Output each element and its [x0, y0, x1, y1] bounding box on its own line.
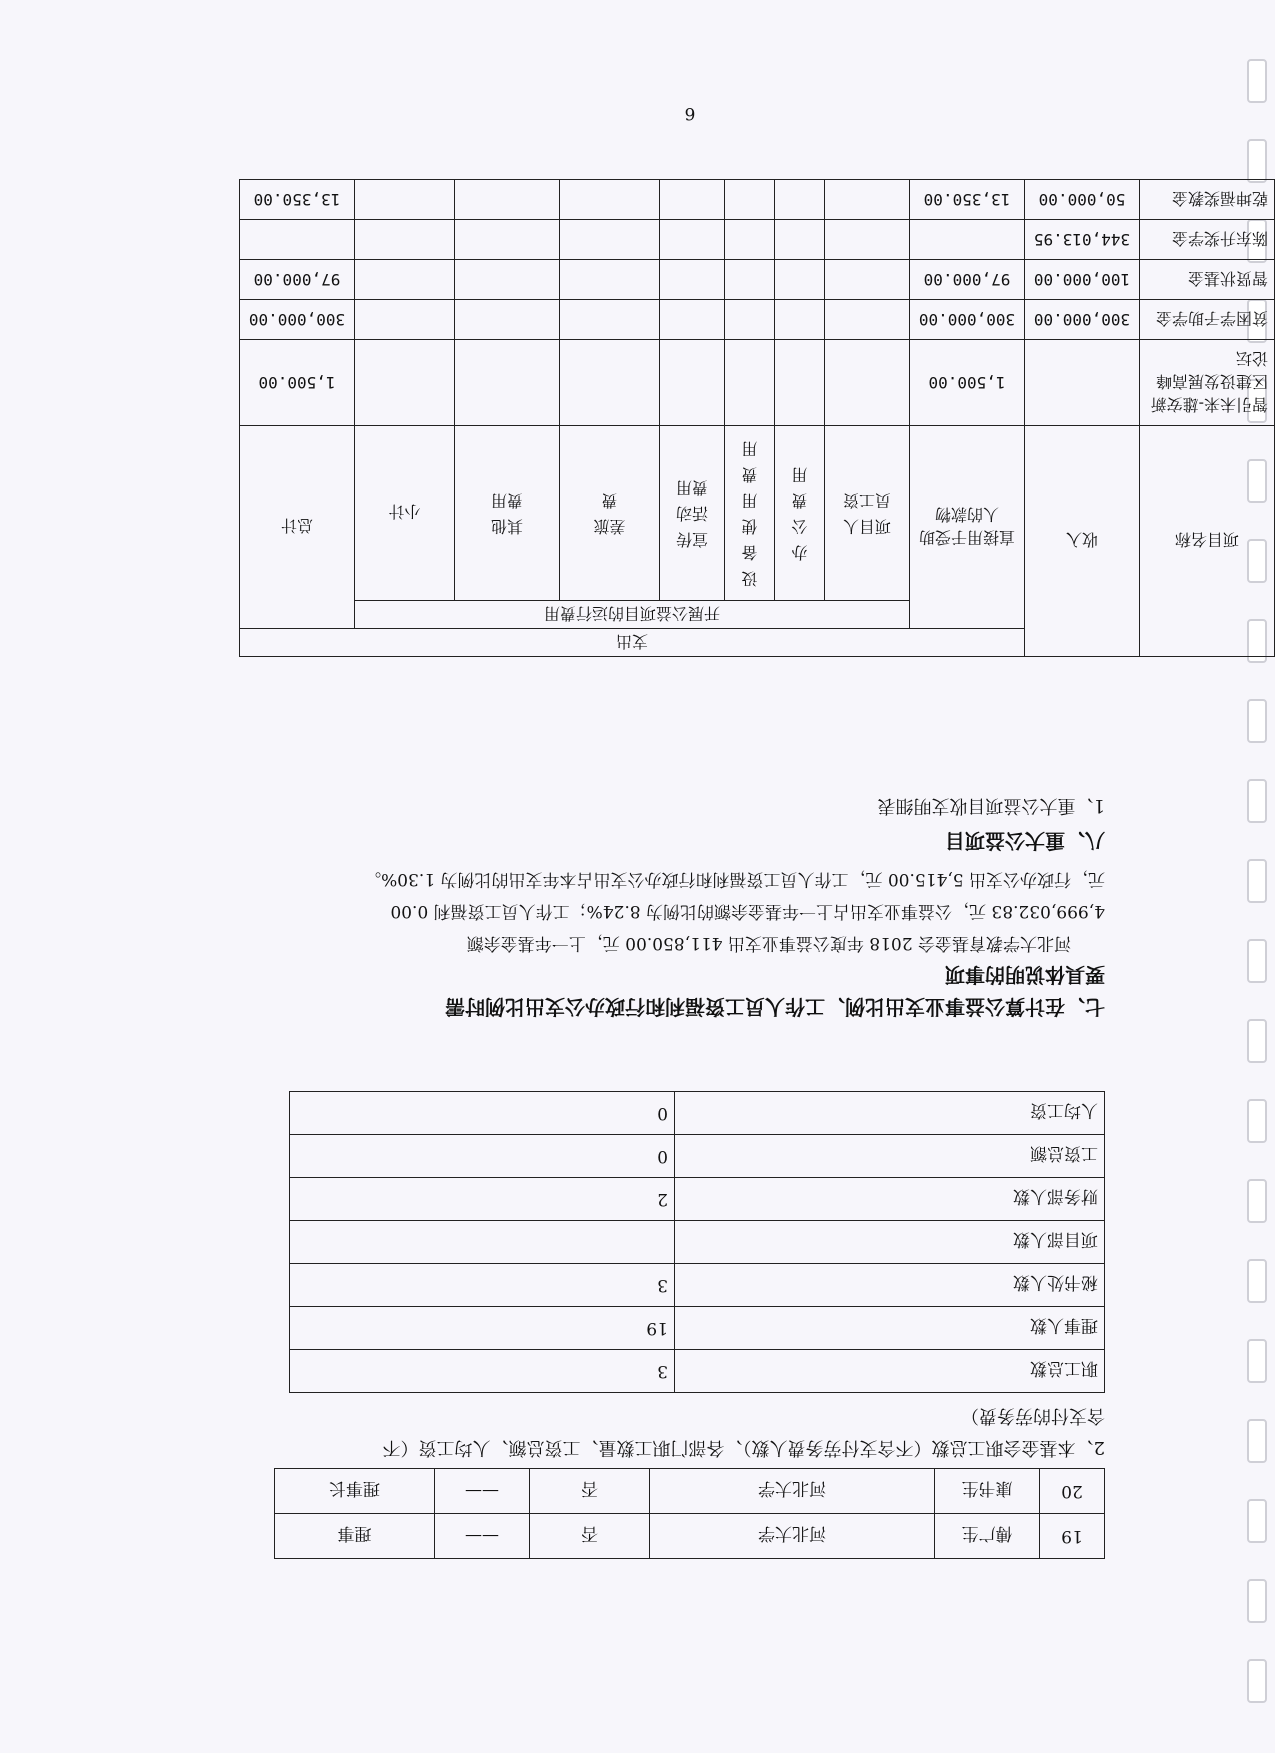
binding-hole	[1247, 1659, 1267, 1703]
staff-role: 理事长	[275, 1469, 435, 1514]
binding-hole	[1247, 1499, 1267, 1543]
stat-value	[290, 1221, 675, 1264]
section-7-para: 元，行政办公支出 5,415.00 元，工作人员工资福利和行政办公支出占本年支出的比例为 1.30%。	[364, 869, 1105, 889]
col-total: 总计	[239, 426, 354, 629]
binding-hole	[1247, 1419, 1267, 1463]
table-row	[275, 1469, 1105, 1514]
section-8-subtitle: 1、重大公益项目收支明细表	[877, 795, 1105, 816]
section-7	[275, 789, 1105, 1023]
col-income: 收入	[1025, 426, 1140, 657]
stat-value: 3	[290, 1264, 675, 1307]
col-expense: 支出	[239, 629, 1024, 657]
staff-stats-table	[289, 1091, 1105, 1393]
project-total	[239, 220, 354, 260]
table-row	[290, 1135, 1105, 1178]
table-row	[290, 1178, 1105, 1221]
table-row	[275, 1514, 1105, 1559]
table-row	[290, 1264, 1105, 1307]
binding-hole	[1247, 1019, 1267, 1063]
binding-hole	[1247, 1579, 1267, 1623]
stat-value: 0	[290, 1135, 675, 1178]
page-number: 6	[684, 103, 696, 123]
project-direct: 1,500.00	[910, 340, 1025, 426]
project-total: 1,500.00	[239, 340, 354, 426]
staff-table	[274, 1468, 1105, 1559]
stat-label: 工资总额	[675, 1135, 1105, 1178]
table-row	[239, 260, 1274, 300]
staff-flag: 否	[530, 1514, 650, 1559]
staff-dash: ——	[435, 1469, 530, 1514]
binding-hole	[1247, 859, 1267, 903]
stat-label: 理事人数	[675, 1307, 1105, 1350]
table-row	[239, 180, 1274, 220]
staff-flag: 否	[530, 1469, 650, 1514]
stat-value: 2	[290, 1178, 675, 1221]
stat-value: 3	[290, 1350, 675, 1393]
staff-dash: ——	[435, 1514, 530, 1559]
table-row	[290, 1221, 1105, 1264]
binding-hole	[1247, 1099, 1267, 1143]
staff-name: 康书生	[935, 1469, 1040, 1514]
staff-org: 河北大学	[650, 1514, 935, 1559]
project-name: 陈东升奖学金	[1140, 220, 1275, 260]
stat-value: 0	[290, 1092, 675, 1135]
col-direct: 直接用于受助人的款物	[910, 426, 1025, 629]
section-7-title: 七、在计算公益事业支出比例、工作人员工资福利和行政办公支出比例时需	[445, 995, 1105, 1019]
binding-hole	[1247, 139, 1267, 183]
binding-hole	[1247, 699, 1267, 743]
binding-hole	[1247, 779, 1267, 823]
col-ops: 开展公益项目的运行费用	[355, 601, 910, 629]
project-income: 300,000.00	[1025, 300, 1140, 340]
project-total: 97,000.00	[239, 260, 354, 300]
col-other: 其他费用	[455, 426, 560, 601]
binding-hole	[1247, 1259, 1267, 1303]
binding-hole	[1247, 59, 1267, 103]
project-direct: 97,000.00	[910, 260, 1025, 300]
section-7-title-cont: 要具体说明的事项	[945, 963, 1105, 987]
section-2	[275, 1399, 1105, 1463]
col-travel: 差旅费	[560, 426, 660, 601]
staff-org: 河北大学	[650, 1469, 935, 1514]
project-income: 100,000.00	[1025, 260, 1140, 300]
section-7-para: 河北大学教育基金会 2018 年度公益事业支出 411,850.00 元，上一年基金余额	[466, 933, 1071, 953]
project-name: 智贤状基金	[1140, 260, 1275, 300]
stat-label: 人均工资	[675, 1092, 1105, 1135]
section-2-title: 2、本基金会职工总数（不含支付劳务费人数）、各部门职工数量、工资总额、人均工资（不	[382, 1437, 1105, 1458]
table-row	[239, 220, 1274, 260]
project-income: 344,013.95	[1025, 220, 1140, 260]
table-header-row	[239, 629, 1274, 657]
stat-value: 19	[290, 1307, 675, 1350]
binding-hole	[1247, 939, 1267, 983]
binding-hole	[1247, 1179, 1267, 1223]
table-row	[290, 1092, 1105, 1135]
col-equip: 设备使用费用	[725, 426, 775, 601]
row-number: 19	[1040, 1514, 1105, 1559]
section-2-title-cont: 含支付的劳务费）	[961, 1405, 1105, 1426]
row-number: 20	[1040, 1469, 1105, 1514]
project-total: 13,350.00	[239, 180, 354, 220]
col-promo: 宣传活动费用	[660, 426, 725, 601]
stat-label: 秘书处人数	[675, 1264, 1105, 1307]
stat-label: 项目部人数	[675, 1221, 1105, 1264]
col-staff: 项目人员工资	[825, 426, 910, 601]
table-row	[290, 1350, 1105, 1393]
table-row	[290, 1307, 1105, 1350]
section-7-para: 4,999,032.83 元，公益事业支出占上一年基金余额的比例为 8.24%；工作人员工资福利 0.00	[390, 901, 1105, 921]
project-name: 贫困学子助学金	[1140, 300, 1275, 340]
binding-hole	[1247, 1339, 1267, 1383]
project-total: 300,000.00	[239, 300, 354, 340]
stat-label: 财务部人数	[675, 1178, 1105, 1221]
col-project-name: 项目名称	[1140, 426, 1275, 657]
project-table	[239, 179, 1275, 657]
project-direct: 13,350.00	[910, 180, 1025, 220]
project-income: 50,000.00	[1025, 180, 1140, 220]
col-office: 办公费用	[775, 426, 825, 601]
stat-label: 职工总数	[675, 1350, 1105, 1393]
project-direct: 300,000.00	[910, 300, 1025, 340]
staff-name: 傅广生	[935, 1514, 1040, 1559]
table-row	[239, 300, 1274, 340]
project-name: 乾坤福奖教金	[1140, 180, 1275, 220]
project-name: 智引未来-雄安新区建设发展高峰论坛	[1140, 340, 1275, 426]
staff-role: 理事	[275, 1514, 435, 1559]
section-8-title: 八、重大公益项目	[945, 829, 1105, 853]
table-row	[239, 340, 1274, 426]
project-direct	[910, 220, 1025, 260]
col-subtotal: 小计	[355, 426, 455, 601]
project-income	[1025, 340, 1140, 426]
